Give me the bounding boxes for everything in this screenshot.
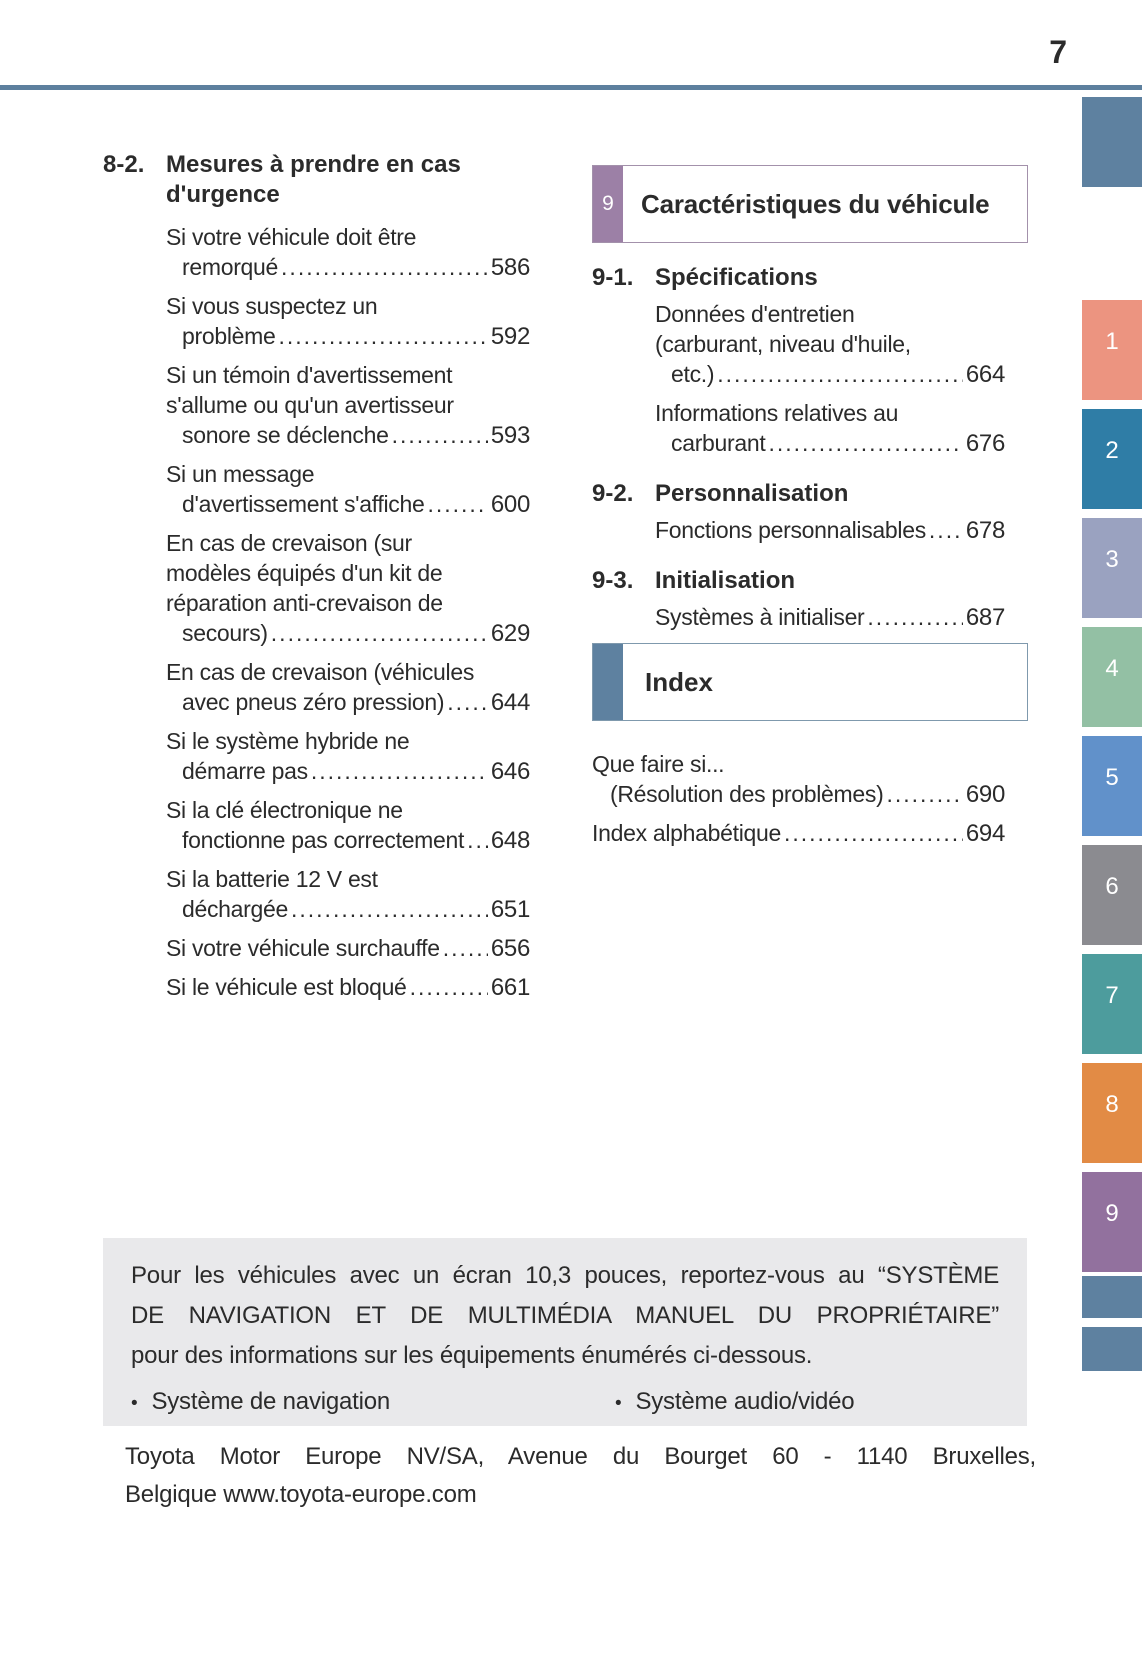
notice-line: DE NAVIGATION ET DE MULTIMÉDIA MANUEL DU PROPRIÉTAIRE” [131,1302,999,1329]
toc-entry-last-line [166,972,530,1003]
toc-page-ref: 646 [490,758,530,785]
toc-entry-last-line [166,894,530,925]
chapter-9-title: Caractéristiques du véhicule [641,188,990,219]
toc-entry-line: Si un message [166,461,315,487]
side-tab-chapter-8 [1082,1063,1142,1163]
toc-entry-last-line [166,687,530,718]
toc-entry-last-line [166,420,530,451]
toc-entry-text: Si votre véhicule surchauffe [166,935,440,961]
notice-bullet-text: Système de navigation [151,1388,391,1415]
side-tab-chapter-7 [1082,954,1142,1054]
dot-leader [427,489,487,519]
side-tab-number: 5 [1105,764,1119,791]
toc-entry [592,299,1005,390]
toc-group [592,479,1028,546]
toc-entry [592,818,1005,849]
toc-page-ref: 592 [490,323,530,350]
toc-entry [103,657,530,718]
notice-bullet-list [131,1386,999,1420]
dot-leader [311,756,488,786]
side-tab-number: 6 [1105,873,1119,900]
toc-entry-text: fonctionne pas correctement [182,827,465,853]
section-title [166,150,461,210]
toc-entry-line: (carburant, niveau d'huile, [655,331,911,357]
toc-entry-text: (Résolution des problèmes) [610,781,884,807]
toc-entry-text: déchargée [182,896,288,922]
toc-page-ref: 664 [965,361,1005,388]
dot-leader [467,825,488,855]
header-rule [0,85,1142,90]
dot-leader [410,972,488,1002]
toc-entry-line: Si le système hybride ne [166,728,410,754]
toc-entry-last-line [166,825,530,856]
toc-entry-text: secours) [182,620,268,646]
toc-entry-line: réparation anti-crevaison de [166,590,443,616]
side-tab-chapter-4 [1082,627,1142,727]
toc-entry-last-line [166,618,530,649]
index-title: Index [645,666,713,697]
notice-line: pour des informations sur les équipements énumérés ci-dessous. [131,1342,813,1369]
dot-leader [392,420,488,450]
toc-entry-line: Si vous suspectez un [166,293,378,319]
toc-entry-line: En cas de crevaison (sur [166,530,412,556]
dot-leader [784,818,963,848]
toc-entry [592,749,1005,810]
section-title: Personnalisation [655,480,849,507]
side-tab-number: 3 [1105,546,1119,573]
toc-entry-last-line [166,252,530,283]
side-tab-chapter-3 [1082,518,1142,618]
side-tab-bottom-block-2 [1082,1327,1142,1371]
footer-line: Belgique www.toyota-europe.com [125,1481,477,1508]
dot-leader [447,687,488,717]
bullet-icon: • [131,1393,138,1414]
toc-page-ref: 648 [490,827,530,854]
side-tab-number: 1 [1105,328,1119,355]
index-title-box [592,643,1028,721]
toc-page-ref: 690 [965,781,1005,808]
side-tab-chapter-5 [1082,736,1142,836]
section-header-92 [592,479,1028,509]
index-entries [592,749,1005,849]
side-tab-chapter-9 [1082,1172,1142,1272]
toc-page-ref: 600 [490,491,530,518]
toc-group [592,263,1028,459]
toc-entry-last-line [655,515,1005,546]
toc-entry-last-line [166,321,530,352]
dot-leader [717,359,963,389]
section-number: 9-2. [592,480,634,507]
side-tab-number: 7 [1105,982,1119,1009]
chapter-9-groups [592,263,1028,633]
section-title: Spécifications [655,264,818,291]
side-tab-top-block [1082,97,1142,187]
footer-line: Toyota Motor Europe NV/SA, Avenue du Bourget 60 - 1140 Bruxelles, [125,1443,1036,1470]
right-toc-column [592,165,1028,857]
toc-page-ref: 593 [490,422,530,449]
publisher-footer [125,1438,1036,1514]
side-tab-chapter-1 [1082,300,1142,400]
toc-page-ref: 687 [965,604,1005,631]
dot-leader [281,252,488,282]
toc-entry-text: Systèmes à initialiser [655,604,865,630]
toc-entry-text: Index alphabétique [592,820,781,846]
toc-group [592,566,1028,633]
notice-line: Pour les véhicules avec un écran 10,3 pouces, reportez-vous au “SYSTÈME [131,1262,999,1289]
toc-entry-text: carburant [671,430,766,456]
index-tab [593,644,623,720]
bullet-icon: • [615,1393,622,1414]
section-number: 9-1. [592,264,634,291]
section-number: 8-2. [103,151,145,178]
section-header-91 [592,263,1028,293]
toc-entry-last-line [655,428,1005,459]
toc-entry-last-line [592,818,1005,849]
toc-page-ref: 678 [965,517,1005,544]
toc-entry-line: Que faire si... [592,751,725,777]
chapter-9-title-box [592,165,1028,243]
toc-entry-last-line [166,489,530,520]
toc-entry-line: Si la batterie 12 V est [166,866,378,892]
toc-page-ref: 644 [490,689,530,716]
side-tab-number: 9 [1105,1200,1119,1227]
notice-bullet [131,1386,615,1420]
toc-entry [592,398,1005,459]
section-header-8-2 [103,150,530,210]
toc-entry-last-line [655,359,1005,390]
dot-leader [291,894,488,924]
toc-entry [592,515,1005,546]
dot-leader [271,618,488,648]
toc-entry-text: problème [182,323,276,349]
toc-entry [103,528,530,649]
chapter-9-tab [593,166,623,242]
toc-entry-text: etc.) [671,361,715,387]
toc-entry [103,864,530,925]
toc-entry-text: remorqué [182,254,279,280]
side-tab-chapter-2 [1082,409,1142,509]
toc-entry-text: démarre pas [182,758,308,784]
notice-bullet [615,1386,854,1420]
toc-entry-line: s'allume ou qu'un avertisseur [166,392,454,418]
toc-entry-text: d'avertissement s'affiche [182,491,425,517]
dot-leader [886,779,962,809]
toc-page-ref: 651 [490,896,530,923]
chapter-9-tab-number: 9 [602,192,614,215]
dot-leader [929,515,963,545]
notice-bullet-text: Système audio/vidéo [635,1388,855,1415]
side-tab-number: 8 [1105,1091,1119,1118]
section-title-line: d'urgence [166,181,280,208]
left-toc-entries [103,222,530,1003]
section-title-line: Mesures à prendre en cas [166,151,461,178]
toc-entry-line: Si votre véhicule doit être [166,224,417,250]
toc-entry-line: modèles équipés d'un kit de [166,560,443,586]
dot-leader [867,602,962,632]
notice-box [103,1238,1027,1426]
section-header-93 [592,566,1028,596]
toc-entry [103,726,530,787]
toc-entry-last-line [166,756,530,787]
left-toc-column [103,150,530,1011]
toc-entry-text: Fonctions personnalisables [655,517,926,543]
toc-page-ref: 656 [490,935,530,962]
toc-page-ref: 694 [965,820,1005,847]
dot-leader [768,428,962,458]
toc-page-ref: 586 [490,254,530,281]
toc-entry [103,972,530,1003]
toc-entry [103,222,530,283]
toc-entry-text: sonore se déclenche [182,422,389,448]
toc-entry-text: Si le véhicule est bloqué [166,974,407,1000]
side-tab-chapter-6 [1082,845,1142,945]
toc-entry-line: Si la clé électronique ne [166,797,403,823]
toc-entry [103,291,530,352]
section-number: 9-3. [592,567,634,594]
side-tab-number: 4 [1105,655,1119,682]
toc-entry-line: En cas de crevaison (véhicules [166,659,475,685]
chapter-tab-strip [1082,0,1142,1654]
side-tab-number: 2 [1105,437,1119,464]
section-title: Initialisation [655,567,796,594]
page-number: 7 [1049,34,1067,70]
toc-entry-line: Données d'entretien [655,301,855,327]
side-tab-bottom-block-1 [1082,1276,1142,1318]
toc-page-ref: 629 [490,620,530,647]
toc-entry-text: avec pneus zéro pression) [182,689,445,715]
toc-entry [103,360,530,451]
toc-page-ref: 676 [965,430,1005,457]
toc-entry [592,602,1005,633]
toc-entry-line: Si un témoin d'avertissement [166,362,453,388]
toc-entry-line: Informations relatives au [655,400,899,426]
dot-leader [279,321,488,351]
toc-entry-last-line [592,779,1005,810]
toc-entry [103,933,530,964]
dot-leader [443,933,488,963]
toc-entry [103,795,530,856]
toc-page-ref: 661 [490,974,530,1001]
toc-entry-last-line [655,602,1005,633]
toc-entry-last-line [166,933,530,964]
toc-entry [103,459,530,520]
